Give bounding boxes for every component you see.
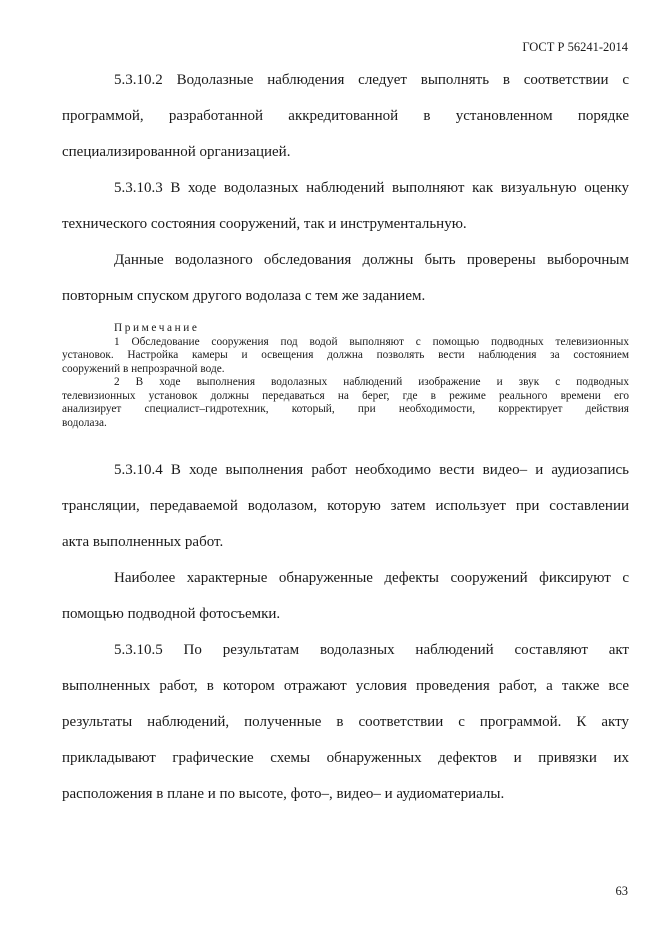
- text-line: акта выполненных работ.: [62, 534, 224, 550]
- text-line: Наиболее характерные обнаруженные дефекты сооружений фиксируют с: [114, 570, 629, 586]
- note-title: Примечание: [114, 322, 200, 334]
- text-line: специализированной организацией.: [62, 144, 291, 160]
- paragraph-5-3-10-5: [62, 640, 629, 820]
- text-line: выполненных работ, в котором отражают условия проведения работ, а также все: [62, 678, 629, 694]
- text-line: результаты наблюдений, полученные в соответствии с программой. К акту: [62, 714, 629, 730]
- text-line: 5.3.10.4 В ходе выполнения работ необходимо вести видео– и аудиозапись: [114, 462, 629, 478]
- note-line: телевизионных установок должны передаваться на берег, где в режиме реального времени его: [62, 389, 629, 402]
- document-header: ГОСТ Р 56241-2014: [522, 40, 628, 54]
- note-block: [62, 322, 629, 430]
- paragraph-5-3-10-3: [62, 178, 629, 250]
- note-line: установок. Настройка камеры и освещения должна позволять вести наблюдения за состоянием: [62, 349, 629, 361]
- text-line: трансляции, передаваемой водолазом, которую затем использует при составлении: [62, 498, 629, 514]
- paragraph-defects: [62, 568, 629, 640]
- text-line: программой, разработанной аккредитованной в установленном порядке: [62, 108, 629, 124]
- text-line: повторным спуском другого водолаза с тем же заданием.: [62, 288, 426, 304]
- note-line: 2 В ходе выполнения водолазных наблюдений изображение и звук с подводных: [114, 376, 629, 388]
- paragraph-inspection-data: [62, 250, 629, 322]
- paragraph-5-3-10-2: [62, 70, 629, 178]
- note-line: 1 Обследование сооружения под водой выполняют с помощью подводных телевизионных: [114, 335, 629, 348]
- paragraph-5-3-10-4: [62, 460, 629, 568]
- note-line: анализирует специалист–гидротехник, который, при необходимости, корректирует действия: [62, 403, 629, 415]
- text-line: Данные водолазного обследования должны быть проверены выборочным: [114, 252, 629, 268]
- text-line: технического состояния сооружений, так и инструментальную.: [62, 216, 467, 232]
- text-line: 5.3.10.3 В ходе водолазных наблюдений выполняют как визуальную оценку: [114, 180, 629, 196]
- page-number: 63: [615, 884, 628, 898]
- note-line: водолаза.: [62, 416, 107, 429]
- text-line: прикладывают графические схемы обнаруженных дефектов и привязки их: [62, 750, 629, 766]
- note-line: сооружений в непрозрачной воде.: [62, 362, 225, 375]
- text-line: 5.3.10.2 Водолазные наблюдения следует выполнять в соответствии с: [114, 72, 629, 88]
- text-line: расположения в плане и по высоте, фото–, видео– и аудиоматериалы.: [62, 786, 505, 802]
- text-line: помощью подводной фотосъемки.: [62, 606, 281, 622]
- text-line: 5.3.10.5 По результатам водолазных наблюдений составляют акт: [114, 642, 629, 658]
